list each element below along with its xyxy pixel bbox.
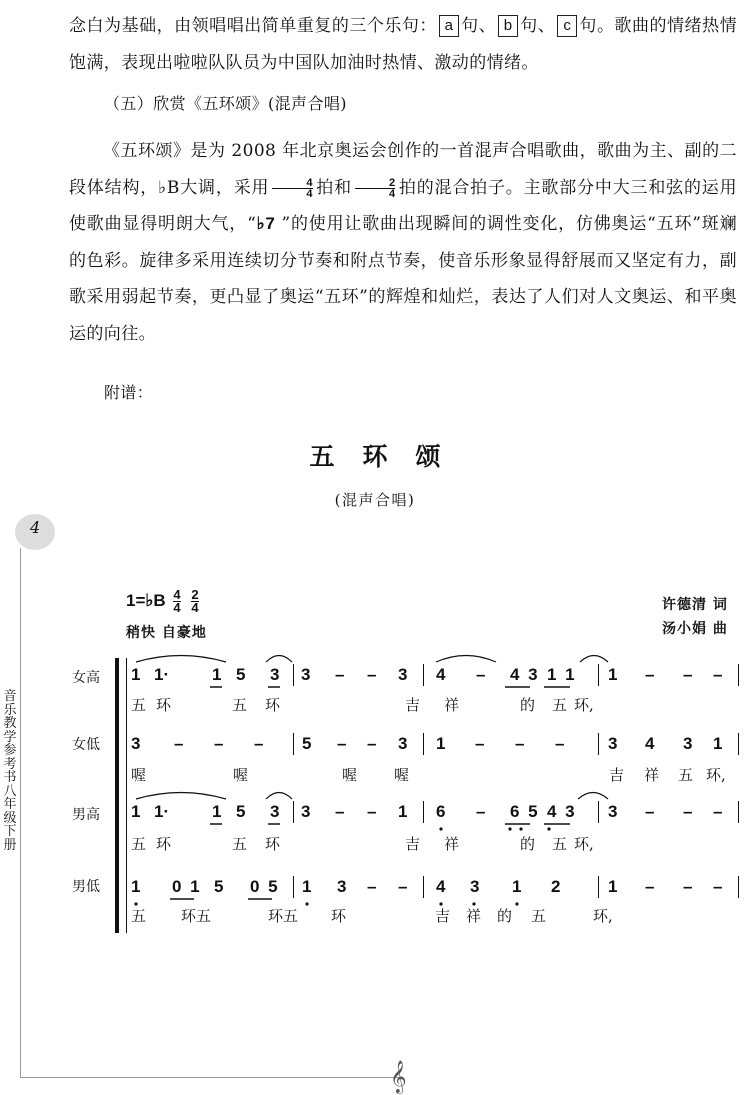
note-0-16: – [713, 665, 723, 684]
note-1-12: 3 [608, 734, 618, 753]
note-2-16: – [713, 802, 723, 821]
barline-3-2 [598, 876, 599, 898]
note-2-11: 6 5 [510, 802, 538, 821]
voice-label-alto: 女低 [72, 737, 100, 753]
note-3-10: 1 [512, 877, 522, 896]
key-signature: 1=♭B [126, 590, 166, 610]
octave-dot-2-1 [508, 827, 511, 830]
appendix-label: 附谱： [104, 385, 154, 402]
barline-2-3 [738, 801, 739, 823]
p1-text-c: ”的使用让歌曲出现瞬间的调性变化，仿佛奥运“五环”斑斓的色彩。旋律多采用连续切分节奏和附点节奏，使音乐形象显得舒展而又坚定有力，副歌采用弱起节奏，更凸显了奥运“五环”的辉煌和灿烂，表达了人们对人文奥运、和平奥运的向往。 [69, 214, 737, 344]
note-1-1: – [174, 734, 184, 753]
p1-key: ♭B大调，采用 [158, 177, 270, 198]
slur-0-2 [436, 656, 496, 663]
barline-1-3 [738, 733, 739, 755]
note-1-14: 3 [683, 734, 693, 753]
barline-3-3 [738, 876, 739, 898]
note-1-6: – [367, 734, 377, 753]
score-ts2-top: 2 [191, 587, 199, 602]
lyric-3-0: 五 [131, 907, 147, 925]
lyric-2-7: 五 [552, 835, 568, 853]
note-0-10: – [476, 665, 486, 684]
lyric-0-5: 祥 [444, 696, 460, 714]
lyric-1-0: 喔 [131, 766, 147, 784]
score-ts1-bottom: 4 [173, 600, 181, 615]
note-2-2: 1 [212, 802, 222, 821]
barline-1-0 [293, 733, 294, 755]
note-0-9: 4 [436, 665, 446, 684]
note-3-5: 3 [337, 877, 347, 896]
octave-dot-3-4 [515, 902, 518, 905]
lyric-0-4: 吉 [405, 696, 421, 714]
note-3-6: – [367, 877, 377, 896]
octave-dot-2-0 [439, 827, 442, 830]
note-2-5: 3 [301, 802, 311, 821]
note-1-7: 3 [398, 734, 408, 753]
note-0-1: 1· [154, 665, 170, 684]
note-2-4: 3 [270, 802, 280, 821]
note-3-13: – [645, 877, 655, 896]
p1-text-a: 《五环颂》是为 2008 年北京奥运会创作的一首混声合唱歌曲，歌曲为主、副的二段体结构， [69, 141, 737, 198]
note-2-0: 1 [131, 802, 141, 821]
note-3-3: 0 5 [250, 877, 278, 896]
note-1-15: 1 [713, 734, 723, 753]
note-2-9: 6 [436, 802, 446, 821]
note-1-4: 5 [302, 734, 312, 753]
lyric-3-6: 的 [497, 907, 513, 925]
lyric-3-3: 环 [331, 907, 347, 925]
page-number: 4 [30, 518, 41, 537]
lyric-0-7: 五 [552, 696, 568, 714]
lyric-1-7: 环, [706, 766, 726, 784]
lyric-2-4: 吉 [405, 835, 421, 853]
slur-2-2 [578, 793, 608, 800]
note-3-7: – [398, 877, 408, 896]
score-ts2-bottom: 4 [191, 600, 199, 615]
lyric-0-8: 环, [574, 696, 594, 714]
note-1-11: – [555, 734, 565, 753]
intro-text-b: 句。歌曲的情绪热情饱满，表现出啦啦队队员为中国队加油时热情、激动的情绪。 [69, 16, 737, 73]
barline-2-2 [598, 801, 599, 823]
barline-3-0 [293, 876, 294, 898]
lyric-1-1: 喔 [233, 766, 249, 784]
lyric-2-8: 环, [574, 835, 594, 853]
barline-3-1 [423, 876, 424, 898]
barline-2-1 [423, 801, 424, 823]
slur-2-0 [136, 793, 226, 800]
composer-credit: 汤小娟 曲 [662, 621, 728, 637]
box-c: c [557, 15, 577, 37]
barline-2-0 [293, 801, 294, 823]
note-3-11: 2 [551, 877, 561, 896]
barline-0-1 [423, 664, 424, 686]
note-2-3: 5 [236, 802, 246, 821]
score-title: 五环颂 [309, 442, 469, 471]
lyric-1-2: 喔 [342, 766, 358, 784]
note-0-15: – [683, 665, 693, 684]
voice-label-bass: 男低 [72, 879, 100, 895]
intro-sep-1: 句、 [460, 16, 497, 36]
note-0-13: 1 [608, 665, 618, 684]
lyric-2-0: 五 [131, 835, 147, 853]
note-0-0: 1 [131, 665, 141, 684]
note-1-5: – [337, 734, 347, 753]
lyric-2-2: 五 [232, 835, 248, 853]
note-2-15: – [683, 802, 693, 821]
barline-0-2 [598, 664, 599, 686]
note-0-11: 4 3 [510, 665, 538, 684]
slur-0-1 [266, 656, 292, 663]
note-2-8: 1 [398, 802, 408, 821]
barline-0-3 [738, 664, 739, 686]
lyric-0-1: 环 [156, 696, 172, 714]
tempo-marking: 稍快 自豪地 [126, 625, 207, 641]
lyric-3-1: 环五 [181, 907, 212, 925]
lyric-0-3: 环 [265, 696, 281, 714]
octave-dot-2-2 [519, 827, 522, 830]
octave-dot-2-3 [547, 827, 550, 830]
intro-text-a: 念白为基础，由领唱唱出简单重复的三个乐句： [69, 16, 437, 36]
lyric-0-6: 的 [520, 696, 536, 714]
note-0-8: 3 [398, 665, 408, 684]
lyric-1-4: 吉 [609, 766, 625, 784]
lyric-2-5: 祥 [444, 835, 460, 853]
barline-0-0 [293, 664, 294, 686]
note-3-8: 4 [436, 877, 446, 896]
lyric-3-4: 吉 [435, 907, 451, 925]
note-0-5: 3 [301, 665, 311, 684]
note-3-14: – [683, 877, 693, 896]
note-1-8: 1 [436, 734, 446, 753]
note-3-0: 1 [131, 877, 141, 896]
flat-seven: ♭7 [256, 214, 276, 233]
lyric-0-2: 五 [232, 696, 248, 714]
lyric-2-3: 环 [265, 835, 281, 853]
sidebar-book-title: 音乐教学参考书八年级下册 [3, 689, 17, 853]
note-2-6: – [335, 802, 345, 821]
slur-0-3 [580, 656, 608, 663]
barline-1-2 [598, 733, 599, 755]
note-0-14: – [645, 665, 655, 684]
note-0-2: 1 [212, 665, 222, 684]
note-2-1: 1· [154, 802, 170, 821]
lyric-2-6: 的 [520, 835, 536, 853]
note-3-12: 1 [608, 877, 618, 896]
octave-dot-3-1 [305, 902, 308, 905]
note-0-6: – [335, 665, 345, 684]
note-0-12: 1 1 [547, 665, 575, 684]
section-heading: （五）欣赏《五环颂》(混声合唱) [104, 94, 347, 113]
p1-mid: 拍和 [315, 177, 352, 198]
note-1-3: – [254, 734, 264, 753]
note-2-13: 3 [608, 802, 618, 821]
note-1-2: – [214, 734, 224, 753]
note-3-9: 3 [470, 877, 480, 896]
note-0-4: 3 [270, 665, 280, 684]
slur-2-1 [266, 793, 292, 800]
slur-0-0 [136, 656, 226, 663]
ts1-bottom: 4 [306, 187, 313, 200]
note-0-7: – [367, 665, 377, 684]
intro-sep-2: 句、 [520, 16, 556, 36]
barline-1-1 [423, 733, 424, 755]
note-3-1: 0 1 [172, 877, 200, 896]
note-1-10: – [515, 734, 525, 753]
note-2-12: 4 3 [547, 802, 575, 821]
lyric-3-5: 祥 [466, 907, 482, 925]
box-b: b [498, 15, 518, 37]
note-1-13: 4 [645, 734, 655, 753]
note-1-9: – [475, 734, 485, 753]
note-1-0: 3 [131, 734, 141, 753]
note-2-7: – [367, 802, 377, 821]
treble-clef-icon: 𝄞 [390, 1060, 407, 1093]
lyric-3-2: 环五 [268, 907, 299, 925]
ts2-top: 2 [355, 178, 396, 189]
lyric-0-0: 五 [131, 696, 147, 714]
lyric-3-7: 五 [531, 907, 547, 925]
lyric-2-1: 环 [156, 835, 172, 853]
note-3-4: 1 [302, 877, 312, 896]
score-subtitle: (混声合唱) [334, 491, 416, 509]
note-3-15: – [713, 877, 723, 896]
ts2-bottom: 4 [388, 187, 396, 200]
note-2-14: – [645, 802, 655, 821]
lyricist-credit: 许德清 词 [662, 597, 728, 613]
note-2-10: – [476, 802, 486, 821]
note-3-2: 5 [214, 877, 224, 896]
lyric-1-3: 喔 [394, 766, 410, 784]
lyric-1-5: 祥 [644, 766, 660, 784]
score-ts1-top: 4 [173, 587, 181, 602]
voice-label-soprano: 女高 [72, 670, 100, 686]
p1-text-b: 拍的混合拍子。主歌部分中大三和弦的运用使歌曲显得明朗大气，“ [69, 177, 738, 234]
ts1-top: 4 [272, 178, 313, 189]
lyric-1-6: 五 [678, 766, 694, 784]
voice-label-tenor: 男高 [72, 807, 100, 823]
lyric-3-8: 环, [593, 907, 613, 925]
note-0-3: 5 [236, 665, 246, 684]
box-a: a [439, 15, 459, 37]
